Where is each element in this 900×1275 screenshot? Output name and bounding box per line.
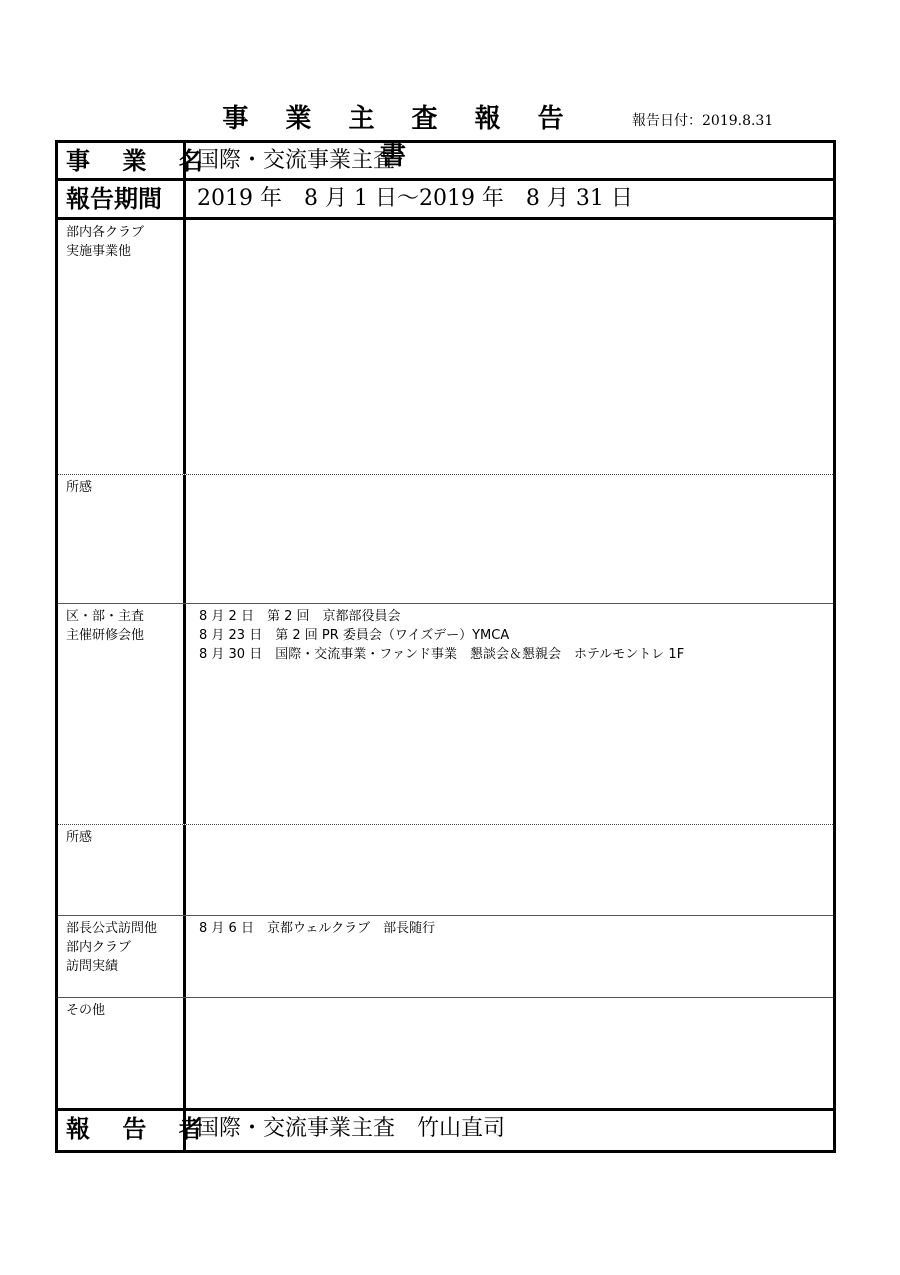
period-row — [58, 181, 833, 220]
impression-row-2 — [58, 825, 833, 916]
visits-label-line: 部長公式訪問他 — [66, 921, 158, 936]
club-activities-row — [58, 220, 833, 475]
others-row — [58, 998, 833, 1111]
impression-row-1 — [58, 475, 833, 604]
report-date-label: 報告日付： — [632, 113, 702, 129]
training-label — [58, 604, 186, 824]
report-form — [55, 140, 836, 1153]
club-activities-content[interactable] — [189, 220, 833, 474]
reporter-label: 報 告 者 — [58, 1111, 186, 1150]
visits-content[interactable] — [189, 916, 833, 997]
visit-entry: 8 月 6 日 京都ウェルクラブ 部長随行 — [199, 921, 436, 936]
reporter-value[interactable]: 国際・交流事業主査 竹山直司 — [197, 1116, 506, 1141]
reporter-row — [58, 1111, 833, 1150]
training-entry: 8 月 2 日 第 2 回 京都部役員会 — [199, 609, 401, 624]
report-date — [632, 110, 773, 130]
training-row — [58, 604, 833, 825]
project-value[interactable]: 国際・交流事業主査 — [197, 148, 396, 173]
club-activities-label-line: 部内各クラブ — [66, 225, 145, 240]
others-label: その他 — [58, 998, 186, 1108]
club-activities-label-line: 実施事業他 — [66, 244, 132, 259]
report-date-value: 2019.8.31 — [702, 113, 774, 129]
document-title: 事 業 主 査 報 告 書 — [222, 104, 578, 171]
visits-label-line: 訪問実績 — [66, 959, 119, 974]
project-label: 事 業 名 — [58, 143, 186, 178]
training-entry: 8 月 30 日 国際・交流事業・ファンド事業 懇談会＆懇親会 ホテルモントレ 1F — [199, 647, 685, 662]
visits-row — [58, 916, 833, 998]
impression-content-1[interactable] — [189, 475, 833, 603]
period-label: 報告期間 — [58, 181, 186, 217]
training-content[interactable] — [189, 604, 833, 824]
visits-label — [58, 916, 186, 997]
visits-label-line: 部内クラブ — [66, 940, 132, 955]
impression-label-2: 所感 — [58, 825, 186, 915]
project-row — [58, 143, 833, 181]
training-entry: 8 月 23 日 第 2 回 PR 委員会（ワイズデー）YMCA — [199, 628, 510, 643]
impression-label-1: 所感 — [58, 475, 186, 603]
training-label-line: 主催研修会他 — [66, 628, 145, 643]
club-activities-label — [58, 220, 186, 474]
training-label-line: 区・部・主査 — [66, 609, 145, 624]
others-content[interactable] — [189, 998, 833, 1108]
period-value[interactable]: 2019 年 8 月 1 日〜2019 年 8 月 31 日 — [197, 186, 633, 211]
impression-content-2[interactable] — [189, 825, 833, 915]
